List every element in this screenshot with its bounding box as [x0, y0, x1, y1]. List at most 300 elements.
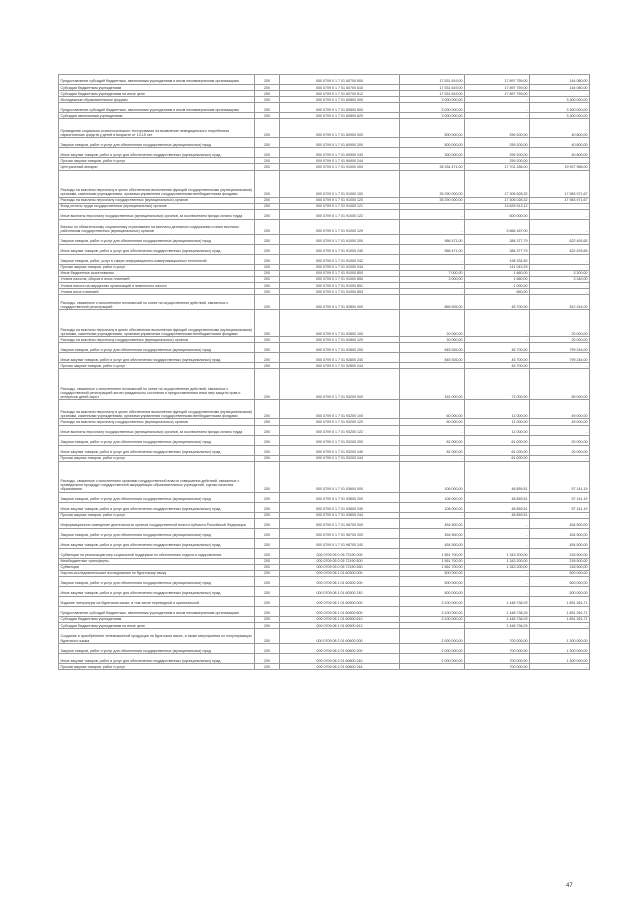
- row-approved-amount: 7 000,00: [400, 270, 465, 276]
- row-name: Уплата налога на имущество организаций и земельного налога: [59, 283, 255, 289]
- row-executed-amount: -: [465, 538, 530, 548]
- row-name: Иные закупки товаров, работ и услуг для обеспечения государственных (муниципальных) нужд: [59, 538, 255, 548]
- row-remaining-amount: 1 300 000,00: [530, 644, 590, 654]
- row-code: 200: [255, 435, 280, 445]
- row-name: Иные выплаты персоналу государственных (муниципальных) органов, за исключением фонда оплаты труда: [59, 425, 255, 435]
- row-code: 200: [255, 219, 280, 234]
- row-code: 200: [255, 461, 280, 492]
- table-row: [59, 629, 590, 644]
- row-approved-amount: 35 334 471,00: [400, 164, 465, 170]
- row-executed-amount: 11 000,00: [465, 419, 530, 425]
- row-name: Закупка товаров, работ и услуг для обеспечения государственных (муниципальных) нужд: [59, 644, 255, 654]
- row-approved-amount: -: [400, 623, 465, 629]
- row-remaining-amount: 1 651 261,71: [530, 606, 590, 616]
- row-name: Иные закупки товаров, работ и услуг для обеспечения государственных (муниципальных) нужд: [59, 148, 255, 158]
- table-row: [59, 664, 590, 670]
- row-remaining-amount: 3 300 000,00: [530, 113, 590, 119]
- row-remaining-amount: 17 983 971,67: [530, 170, 590, 197]
- row-code: 200: [255, 234, 280, 244]
- row-code: 200: [255, 158, 280, 164]
- row-code: 200: [255, 283, 280, 289]
- row-classification-code: 000 0709 08 1 01 60500 610: [280, 616, 400, 622]
- row-executed-amount: -: [465, 103, 530, 113]
- row-executed-amount: 13 639 513,12: [465, 203, 530, 209]
- row-remaining-amount: 40 800,00: [530, 138, 590, 148]
- row-executed-amount: -: [465, 528, 530, 538]
- row-executed-amount: 48 859,51: [465, 502, 530, 512]
- row-remaining-amount: 218 500,00: [530, 564, 590, 570]
- row-classification-code: 000 0709 0 1 7 01 92800 244: [280, 363, 400, 369]
- row-classification-code: 000 0709 0 1 7 01 91000 242: [280, 254, 400, 264]
- row-approved-amount: 500 000,00: [400, 570, 465, 576]
- table-row: [59, 576, 590, 586]
- row-approved-amount: -: [400, 209, 465, 219]
- row-code: 200: [255, 197, 280, 203]
- table-row: [59, 502, 590, 512]
- row-executed-amount: 1 343 200,00: [465, 548, 530, 558]
- row-classification-code: 000 0709 0 1 7 01 91000 100: [280, 170, 400, 197]
- row-code: 200: [255, 400, 280, 419]
- row-name: Закупка товаров, работ и услуг для обеспечения государственных (муниципальных) нужд: [59, 576, 255, 586]
- row-executed-amount: 61 000,00: [465, 445, 530, 455]
- table-row: [59, 518, 590, 528]
- table-row: [59, 254, 590, 264]
- row-code: 200: [255, 369, 280, 400]
- row-classification-code: 000 0709 0 1 7 01 93200 120: [280, 419, 400, 425]
- row-remaining-amount: 1 651 261,71: [530, 596, 590, 606]
- row-code: 200: [255, 518, 280, 528]
- table-row: [59, 644, 590, 654]
- row-approved-amount: 1 561 700,00: [400, 548, 465, 558]
- row-remaining-amount: 40 800,00: [530, 119, 590, 138]
- row-approved-amount: 162 000,00: [400, 369, 465, 400]
- row-code: 200: [255, 445, 280, 455]
- row-name: Закупка товаров, работ и услуг для обеспечения государственных (муниципальных) нужд: [59, 435, 255, 445]
- row-name: Межбюджетные трансферты: [59, 558, 255, 564]
- row-executed-amount: 1 660,00: [465, 270, 530, 276]
- row-approved-amount: 35 290 000,00: [400, 197, 465, 203]
- row-approved-amount: 500 000,00: [400, 119, 465, 138]
- row-approved-amount: 2 000 000,00: [400, 654, 465, 664]
- row-approved-amount: 106 000,00: [400, 502, 465, 512]
- row-remaining-amount: -: [530, 512, 590, 518]
- row-classification-code: 000 0709 0 1 7 01 96700 240: [280, 538, 400, 548]
- table-row: [59, 654, 590, 664]
- row-executed-amount: 45 700,00: [465, 353, 530, 363]
- row-remaining-amount: -: [530, 425, 590, 435]
- row-approved-amount: 845 926,00: [400, 353, 465, 363]
- row-classification-code: 000 0709 0 1 7 01 91000 129: [280, 219, 400, 234]
- row-remaining-amount: -: [530, 254, 590, 264]
- row-code: 200: [255, 538, 280, 548]
- row-name: Расходы на выплаты персоналу в целях обеспечения выполнения функций государственными (муниципальными) органами, казенными учреждениями, органами управления государственными внебюджетными фондами: [59, 170, 255, 197]
- row-name: Субвенции на реализацию мер социальной поддержки по обеспечению отдыха и оздоровления: [59, 548, 255, 558]
- row-code: 200: [255, 164, 280, 170]
- row-approved-amount: 845 926,00: [400, 343, 465, 353]
- row-classification-code: 000 0709 0 1 7 01 91000 850: [280, 276, 400, 282]
- row-name: Создание и приобретение телевизионной продукции на бурятском языке, а также мероприятия по популяризации бурятского языка: [59, 629, 255, 644]
- row-executed-amount: -: [465, 97, 530, 103]
- row-classification-code: 000 0709 0 1 7 01 91000 244: [280, 264, 400, 270]
- row-approved-amount: 2 000 000,00: [400, 644, 465, 654]
- row-classification-code: 000 0709 0 1 7 01 91000 851: [280, 283, 400, 289]
- row-executed-amount: 1 448 738,29: [465, 616, 530, 622]
- row-approved-amount: -: [400, 254, 465, 264]
- row-executed-amount: 61 000,00: [465, 435, 530, 445]
- row-executed-amount: 11 000,00: [465, 425, 530, 435]
- row-classification-code: 000 0709 0 1 7 01 91000 120: [280, 197, 400, 203]
- row-remaining-amount: 144 080,00: [530, 75, 590, 85]
- row-name: Молодежные образовательные форумы: [59, 97, 255, 103]
- row-executed-amount: 1 343 200,00: [465, 558, 530, 564]
- row-approved-amount: -: [400, 455, 465, 461]
- row-name: Закупка товаров, работ и услуг для обеспечения государственных (муниципальных) нужд: [59, 492, 255, 502]
- row-classification-code: 000 0709 08 1 01 60500 000: [280, 596, 400, 606]
- row-classification-code: 000 0709 0 1 7 01 93200 100: [280, 400, 400, 419]
- row-name: Субсидии бюджетным учреждениям на иные цели: [59, 623, 255, 629]
- row-name: Фонд оплаты труда государственных (муниципальных) органов: [59, 203, 255, 209]
- row-remaining-amount: -: [530, 283, 590, 289]
- row-remaining-amount: 20 000,00: [530, 435, 590, 445]
- table-row: [59, 103, 590, 113]
- row-classification-code: 000 0709 0 1 7 01 92800 000: [280, 295, 400, 310]
- row-remaining-amount: 57 141,19: [530, 461, 590, 492]
- row-remaining-amount: 218 500,00: [530, 558, 590, 564]
- row-classification-code: 000 0709 0 1 7 01 60800 600: [280, 103, 400, 113]
- table-row: [59, 606, 590, 616]
- row-approved-amount: 454 500,00: [400, 528, 465, 538]
- row-approved-amount: 82 000,00: [400, 445, 465, 455]
- row-remaining-amount: 799 244,00: [530, 343, 590, 353]
- table-row: [59, 295, 590, 310]
- row-approved-amount: 3 000 000,00: [400, 113, 465, 119]
- row-remaining-amount: -: [530, 289, 590, 295]
- row-executed-amount: -: [465, 310, 530, 337]
- table-row: [59, 586, 590, 596]
- row-executed-amount: 1 343 200,00: [465, 564, 530, 570]
- row-approved-amount: 3 000 000,00: [400, 97, 465, 103]
- row-classification-code: 000 0709 0 1 7 01 92800 200: [280, 343, 400, 353]
- row-remaining-amount: 17 983 971,67: [530, 197, 590, 203]
- row-approved-amount: 2 000 000,00: [400, 629, 465, 644]
- row-approved-amount: 1 561 700,00: [400, 558, 465, 564]
- row-approved-amount: 500 000,00: [400, 586, 465, 596]
- row-executed-amount: 11 000,00: [465, 400, 530, 419]
- row-name: Взносы по обязательному социальному страхованию на выплаты денежного содержания и иные выплаты работникам государственных (муниципальных) органов: [59, 219, 255, 234]
- row-classification-code: 000 0709 05 0 05 72190 000: [280, 548, 400, 558]
- row-approved-amount: 3 000,00: [400, 276, 465, 282]
- row-remaining-amount: -: [530, 203, 590, 209]
- row-executed-amount: 45 700,00: [465, 343, 530, 353]
- row-code: 200: [255, 138, 280, 148]
- row-approved-amount: -: [400, 425, 465, 435]
- row-code: 200: [255, 337, 280, 343]
- row-approved-amount: 454 500,00: [400, 518, 465, 528]
- row-classification-code: 000 0709 0 1 7 01 60700 610: [280, 85, 400, 91]
- row-code: 200: [255, 425, 280, 435]
- row-name: Субсидии бюджетным учреждениям: [59, 616, 255, 622]
- row-name: Центральный аппарат: [59, 164, 255, 170]
- row-code: 200: [255, 570, 280, 576]
- row-code: 200: [255, 244, 280, 254]
- table-row: [59, 528, 590, 538]
- row-approved-amount: 966 471,00: [400, 244, 465, 254]
- table-row: [59, 119, 590, 138]
- row-approved-amount: 3 100 000,00: [400, 616, 465, 622]
- row-name: Расходы на выплаты персоналу государственных (муниципальных) органов: [59, 419, 255, 425]
- row-executed-amount: -: [465, 576, 530, 586]
- row-remaining-amount: 40 800,00: [530, 148, 590, 158]
- row-code: 200: [255, 654, 280, 664]
- row-classification-code: 000 0709 0 1 7 01 96700 200: [280, 528, 400, 538]
- row-classification-code: 000 0709 0 1 7 01 93200 000: [280, 369, 400, 400]
- row-remaining-amount: 20 000,00: [530, 445, 590, 455]
- row-code: 200: [255, 586, 280, 596]
- row-classification-code: 000 0709 0 1 7 01 93200 122: [280, 425, 400, 435]
- row-name: Субвенции: [59, 564, 255, 570]
- row-approved-amount: 20 000,00: [400, 337, 465, 343]
- row-name: Иные выплаты персоналу государственных (муниципальных) органов, за исключением фонда оплаты труда: [59, 209, 255, 219]
- table-row: [59, 148, 590, 158]
- row-name: Информационное освещение деятельности органов государственной власти субъекта Российской Федерации: [59, 518, 255, 528]
- row-executed-amount: 72 000,00: [465, 369, 530, 400]
- row-remaining-amount: 622 493,65: [530, 234, 590, 244]
- table-row: [59, 219, 590, 234]
- row-classification-code: 000 0709 08 1 01 60300 000: [280, 570, 400, 576]
- row-remaining-amount: 454 500,00: [530, 538, 590, 548]
- row-name: Иные закупки товаров, работ и услуг для обеспечения государственных (муниципальных) нужд: [59, 445, 255, 455]
- row-code: 200: [255, 616, 280, 622]
- row-code: 200: [255, 353, 280, 363]
- row-code: 200: [255, 512, 280, 518]
- row-approved-amount: 60 000,00: [400, 400, 465, 419]
- row-executed-amount: 700 000,00: [465, 629, 530, 644]
- row-remaining-amount: 49 000,00: [530, 400, 590, 419]
- budget-table-page: [58, 74, 589, 670]
- row-remaining-amount: 500 000,00: [530, 570, 590, 576]
- row-code: 200: [255, 295, 280, 310]
- row-remaining-amount: 19 927 986,00: [530, 164, 590, 170]
- table-row: [59, 445, 590, 455]
- row-remaining-amount: 57 141,19: [530, 492, 590, 502]
- row-name: Расходы на выплаты персоналу государственных (муниципальных) органов: [59, 197, 255, 203]
- row-executed-amount: 17 306 028,32: [465, 197, 530, 203]
- row-remaining-amount: 3 340,00: [530, 276, 590, 282]
- row-remaining-amount: 1 300 000,00: [530, 654, 590, 664]
- row-approved-amount: -: [400, 219, 465, 234]
- row-approved-amount: -: [400, 363, 465, 369]
- table-row: [59, 548, 590, 558]
- row-code: 200: [255, 548, 280, 558]
- row-classification-code: 000 0709 0 1 7 01 60700 600: [280, 75, 400, 85]
- row-name: Научно-исследовательские исследования по бурятскому языку: [59, 570, 255, 576]
- table-row: [59, 138, 590, 148]
- row-executed-amount: 259 200,00: [465, 138, 530, 148]
- row-name: Издание литературы на бурятском языке, в том числе переводной и оригинальной: [59, 596, 255, 606]
- row-code: 200: [255, 91, 280, 97]
- row-name: Прочая закупка товаров, работ и услуг: [59, 158, 255, 164]
- budget-execution-table: [58, 74, 590, 670]
- row-approved-amount: 82 000,00: [400, 435, 465, 445]
- row-remaining-amount: -: [530, 623, 590, 629]
- row-approved-amount: 60 000,00: [400, 419, 465, 425]
- row-remaining-amount: 799 244,00: [530, 353, 590, 363]
- row-remaining-amount: 218 500,00: [530, 548, 590, 558]
- row-classification-code: 000 0709 0 1 7 01 60700 612: [280, 91, 400, 97]
- row-approved-amount: -: [400, 664, 465, 670]
- row-code: 200: [255, 209, 280, 219]
- row-code: 200: [255, 103, 280, 113]
- row-approved-amount: 106 000,00: [400, 492, 465, 502]
- row-code: 200: [255, 664, 280, 670]
- row-code: 200: [255, 644, 280, 654]
- row-name: Расходы, связанные с исполнением полномочий по опеке на осуществление действий, связанных с государственной регистрацией актов гражданского состояния и предоставлением иных мер защиты прав и интересов детей-сирот: [59, 369, 255, 400]
- row-approved-amount: -: [400, 283, 465, 289]
- row-name: Прочая закупка товаров, работ и услуг: [59, 363, 255, 369]
- row-executed-amount: 61 000,00: [465, 455, 530, 461]
- row-remaining-amount: 57 141,19: [530, 502, 590, 512]
- row-classification-code: 000 0709 08 1 01 60500 600: [280, 606, 400, 616]
- row-classification-code: 000 0709 0 1 7 01 93600 244: [280, 512, 400, 518]
- row-code: 200: [255, 606, 280, 616]
- row-remaining-amount: 500 000,00: [530, 586, 590, 596]
- row-approved-amount: 20 000,00: [400, 310, 465, 337]
- row-classification-code: 000 0709 0 1 7 01 96700 000: [280, 518, 400, 528]
- row-executed-amount: 17 897 759,00: [465, 85, 530, 91]
- row-code: 200: [255, 558, 280, 564]
- row-classification-code: 000 0709 0 1 7 01 93600 200: [280, 492, 400, 502]
- row-classification-code: 000 0709 05 0 05 72190 530: [280, 564, 400, 570]
- row-remaining-amount: 500 000,00: [530, 576, 590, 586]
- row-executed-amount: -: [465, 570, 530, 576]
- row-executed-amount: 1 448 738,29: [465, 606, 530, 616]
- row-name: Проведение социально-психологического тестирования на выявление немедицинского потребления наркотических средств у детей в возрасте от 13-15 лет: [59, 119, 255, 138]
- row-name: Предоставление субсидий бюджетным, автономным учреждениям и иным некоммерческим организациям: [59, 606, 255, 616]
- row-name: Закупка товаров, работ и услуг для обеспечения государственных (муниципальных) нужд: [59, 528, 255, 538]
- row-approved-amount: 865 926,00: [400, 295, 465, 310]
- row-remaining-amount: -: [530, 664, 590, 670]
- row-name: Иные закупки товаров, работ и услуг для обеспечения государственных (муниципальных) нужд: [59, 654, 255, 664]
- row-classification-code: 000 0709 08 1 01 60500 612: [280, 623, 400, 629]
- row-remaining-amount: -: [530, 219, 590, 234]
- row-name: Субсидии бюджетным учреждениям на иные цели: [59, 91, 255, 97]
- row-name: Прочая закупка товаров, работ и услуг: [59, 455, 255, 461]
- row-code: 200: [255, 564, 280, 570]
- row-executed-amount: 700 000,00: [465, 644, 530, 654]
- row-code: 200: [255, 576, 280, 586]
- table-row: [59, 492, 590, 502]
- table-row: [59, 170, 590, 197]
- row-name: Субсидии автономным учреждениям: [59, 113, 255, 119]
- row-code: 200: [255, 119, 280, 138]
- row-classification-code: 000 0709 0 1 7 01 60800 620: [280, 113, 400, 119]
- row-classification-code: 000 0709 0 1 7 01 91000 800: [280, 270, 400, 276]
- row-name: Прочая закупка товаров, работ и услуг: [59, 664, 255, 670]
- row-executed-amount: -: [465, 113, 530, 119]
- row-remaining-amount: -: [530, 91, 590, 97]
- row-remaining-amount: 3 300,00: [530, 270, 590, 276]
- row-name: Закупка товаров, работ и услуг для обеспечения государственных (муниципальных) нужд: [59, 138, 255, 148]
- row-approved-amount: 17 531 619,00: [400, 75, 465, 85]
- table-row: [59, 435, 590, 445]
- row-approved-amount: -: [400, 289, 465, 295]
- row-executed-amount: 259 200,00: [465, 158, 530, 164]
- row-approved-amount: 300 000,00: [400, 148, 465, 158]
- row-classification-code: 000 0709 08 2 01 60600 200: [280, 644, 400, 654]
- row-code: 200: [255, 419, 280, 425]
- row-name: Закупка товаров, работ, услуг в сфере информационно-коммуникационных технологий: [59, 254, 255, 264]
- row-classification-code: 000 0709 08 2 01 60600 240: [280, 654, 400, 664]
- row-code: 200: [255, 113, 280, 119]
- row-approved-amount: 3 100 000,00: [400, 596, 465, 606]
- table-row: [59, 353, 590, 363]
- row-approved-amount: -: [400, 264, 465, 270]
- row-executed-amount: -: [465, 337, 530, 343]
- row-code: 200: [255, 492, 280, 502]
- row-classification-code: 000 0709 0 1 7 01 60900 000: [280, 119, 400, 138]
- row-classification-code: 000 0709 0 1 7 01 91000 853: [280, 289, 400, 295]
- row-executed-amount: 17 701 186,00: [465, 164, 530, 170]
- row-classification-code: 000 0709 0 1 7 01 60900 240: [280, 148, 400, 158]
- table-row: [59, 400, 590, 419]
- table-row: [59, 244, 590, 254]
- row-name: Иные закупки товаров, работ и услуг для обеспечения государственных (муниципальных) нужд: [59, 502, 255, 512]
- row-executed-amount: 1 660,00: [465, 276, 530, 282]
- row-name: Предоставление субсидий бюджетным, автономным учреждениям и иным некоммерческим организациям: [59, 75, 255, 85]
- row-name: Расходы, связанные с исполнением полномочий по опеке на осуществление действий, связанных с государственной регистрацией: [59, 295, 255, 310]
- row-executed-amount: 45 700,00: [465, 363, 530, 369]
- row-executed-amount: 17 897 759,00: [465, 75, 530, 85]
- row-remaining-amount: 622 493,65: [530, 244, 590, 254]
- row-code: 200: [255, 455, 280, 461]
- row-approved-amount: -: [400, 512, 465, 518]
- row-classification-code: 000 0709 0 1 7 01 93200 240: [280, 445, 400, 455]
- row-name: Уплата налогов, сборов и иных платежей: [59, 276, 255, 282]
- row-remaining-amount: 3 300 000,00: [530, 97, 590, 103]
- row-code: 200: [255, 97, 280, 103]
- row-executed-amount: 45 700,00: [465, 295, 530, 310]
- row-executed-amount: 17 897 759,00: [465, 91, 530, 97]
- row-remaining-amount: -: [530, 158, 590, 164]
- table-row: [59, 75, 590, 85]
- row-code: 200: [255, 528, 280, 538]
- row-classification-code: 000 0709 08 2 01 60600 000: [280, 629, 400, 644]
- row-executed-amount: 384 377,79: [465, 244, 530, 254]
- row-remaining-amount: -: [530, 363, 590, 369]
- table-row: [59, 425, 590, 435]
- row-name: Расходы на выплаты персоналу в целях обеспечения выполнения функций государственными (муниципальными) органами, казенными учреждениями, органами управления государственными внебюджетными фондами: [59, 400, 255, 419]
- table-row: [59, 343, 590, 353]
- row-remaining-amount: 20 000,00: [530, 337, 590, 343]
- row-remaining-amount: 454 500,00: [530, 528, 590, 538]
- row-name: Расходы на выплаты персоналу государственных (муниципальных) органов: [59, 337, 255, 343]
- row-approved-amount: 35 290 000,00: [400, 170, 465, 197]
- row-executed-amount: 384 377,79: [465, 234, 530, 244]
- row-code: 200: [255, 148, 280, 158]
- row-executed-amount: -: [465, 518, 530, 528]
- row-remaining-amount: 3 300 000,00: [530, 103, 590, 113]
- table-row: [59, 209, 590, 219]
- table-row: [59, 596, 590, 606]
- table-row: [59, 461, 590, 492]
- row-code: 200: [255, 254, 280, 264]
- row-name: Иные закупки товаров, работ и услуг для обеспечения государственных (муниципальных) нужд: [59, 353, 255, 363]
- row-approved-amount: 3 100 000,00: [400, 606, 465, 616]
- row-executed-amount: 17 306 528,32: [465, 170, 530, 197]
- row-approved-amount: 1 561 700,00: [400, 564, 465, 570]
- row-code: 200: [255, 310, 280, 337]
- row-code: 200: [255, 289, 280, 295]
